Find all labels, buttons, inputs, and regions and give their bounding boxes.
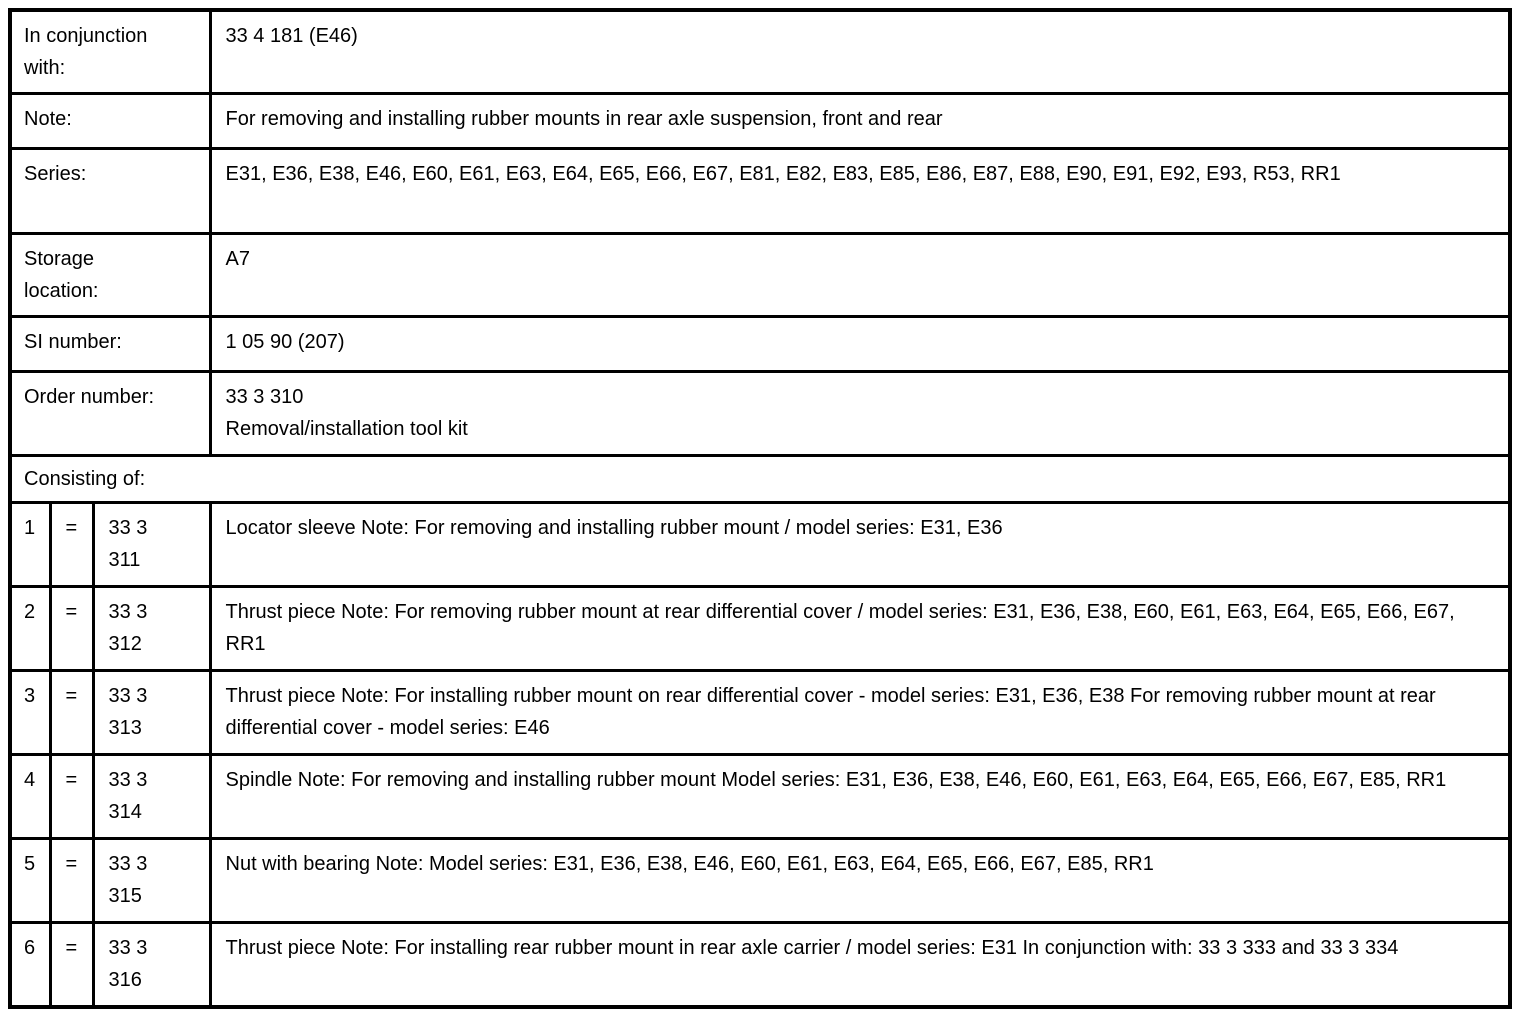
info-value: 33 4 181 (E46): [210, 10, 1510, 94]
info-row-series: [10, 149, 1510, 234]
info-label-text: Note:: [24, 108, 72, 130]
spec-table: [8, 8, 1512, 1009]
part-number-text: 33 3 316: [108, 937, 148, 991]
order-number-value: 33 3 310: [225, 386, 304, 408]
info-label: [10, 234, 210, 317]
info-row-note: [10, 94, 1510, 149]
item-number: 4: [10, 755, 50, 839]
part-number: [93, 587, 210, 671]
item-number: 6: [10, 923, 50, 1007]
item-number: 1: [10, 503, 50, 587]
item-number: 3: [10, 671, 50, 755]
item-row-1: [10, 503, 1510, 587]
equals-sign: =: [50, 503, 93, 587]
item-row-5: [10, 839, 1510, 923]
equals-sign: =: [50, 839, 93, 923]
part-number-text: 33 3 315: [108, 853, 148, 907]
item-description: Thrust piece Note: For installing rubber mount on rear differential cover - model series: E31, E36, E38 For removing rubber mount at rear differential cover - model series: E46: [210, 671, 1510, 755]
item-description: Nut with bearing Note: Model series: E31, E36, E38, E46, E60, E61, E63, E64, E65, E66, E67, E85, RR1: [210, 839, 1510, 923]
info-label: [10, 317, 210, 372]
info-value: For removing and installing rubber mounts in rear axle suspension, front and rear: [210, 94, 1510, 149]
info-label-text: Series:: [24, 163, 87, 185]
part-number: [93, 503, 210, 587]
info-label-text: Order number:: [24, 386, 155, 408]
info-label: [10, 372, 210, 456]
info-value: E31, E36, E38, E46, E60, E61, E63, E64, E65, E66, E67, E81, E82, E83, E85, E86, E87, E88, E90, E91, E92, E93, R53, RR1: [210, 149, 1510, 234]
item-row-2: [10, 587, 1510, 671]
part-number: [93, 671, 210, 755]
part-number-text: 33 3 313: [108, 685, 148, 739]
part-number: [93, 839, 210, 923]
info-label: [10, 94, 210, 149]
item-row-3: [10, 671, 1510, 755]
section-header-row: [10, 456, 1510, 503]
info-label: [10, 10, 210, 94]
info-value: [210, 372, 1510, 456]
part-number-text: 33 3 314: [108, 769, 148, 823]
part-number-text: 33 3 312: [108, 601, 148, 655]
info-row-in-conjunction-with: [10, 10, 1510, 94]
part-number: [93, 755, 210, 839]
info-value: 1 05 90 (207): [210, 317, 1510, 372]
info-row-storage-location: [10, 234, 1510, 317]
part-number: [93, 923, 210, 1007]
item-row-4: [10, 755, 1510, 839]
equals-sign: =: [50, 923, 93, 1007]
item-description: Thrust piece Note: For removing rubber mount at rear differential cover / model series: E31, E36, E38, E60, E61, E63, E64, E65, E66, E67, RR1: [210, 587, 1510, 671]
part-number-text: 33 3 311: [108, 517, 148, 571]
info-row-order-number: [10, 372, 1510, 456]
item-description: Locator sleeve Note: For removing and installing rubber mount / model series: E31, E36: [210, 503, 1510, 587]
item-description: Thrust piece Note: For installing rear rubber mount in rear axle carrier / model series: E31 In conjunction with: 33 3 333 and 33 3 334: [210, 923, 1510, 1007]
info-value: A7: [210, 234, 1510, 317]
info-label-text: In conjunction with:: [24, 25, 148, 79]
equals-sign: =: [50, 671, 93, 755]
equals-sign: =: [50, 755, 93, 839]
info-label-text: SI number:: [24, 331, 122, 353]
item-description: Spindle Note: For removing and installing rubber mount Model series: E31, E36, E38, E46, E60, E61, E63, E64, E65, E66, E67, E85, RR1: [210, 755, 1510, 839]
info-label-text: Storage location:: [24, 248, 99, 302]
item-number: 5: [10, 839, 50, 923]
item-number: 2: [10, 587, 50, 671]
info-label: [10, 149, 210, 234]
equals-sign: =: [50, 587, 93, 671]
info-row-si-number: [10, 317, 1510, 372]
section-header-text: Consisting of:: [10, 456, 1510, 503]
order-number-description: Removal/installation tool kit: [225, 418, 468, 440]
item-row-6: [10, 923, 1510, 1007]
